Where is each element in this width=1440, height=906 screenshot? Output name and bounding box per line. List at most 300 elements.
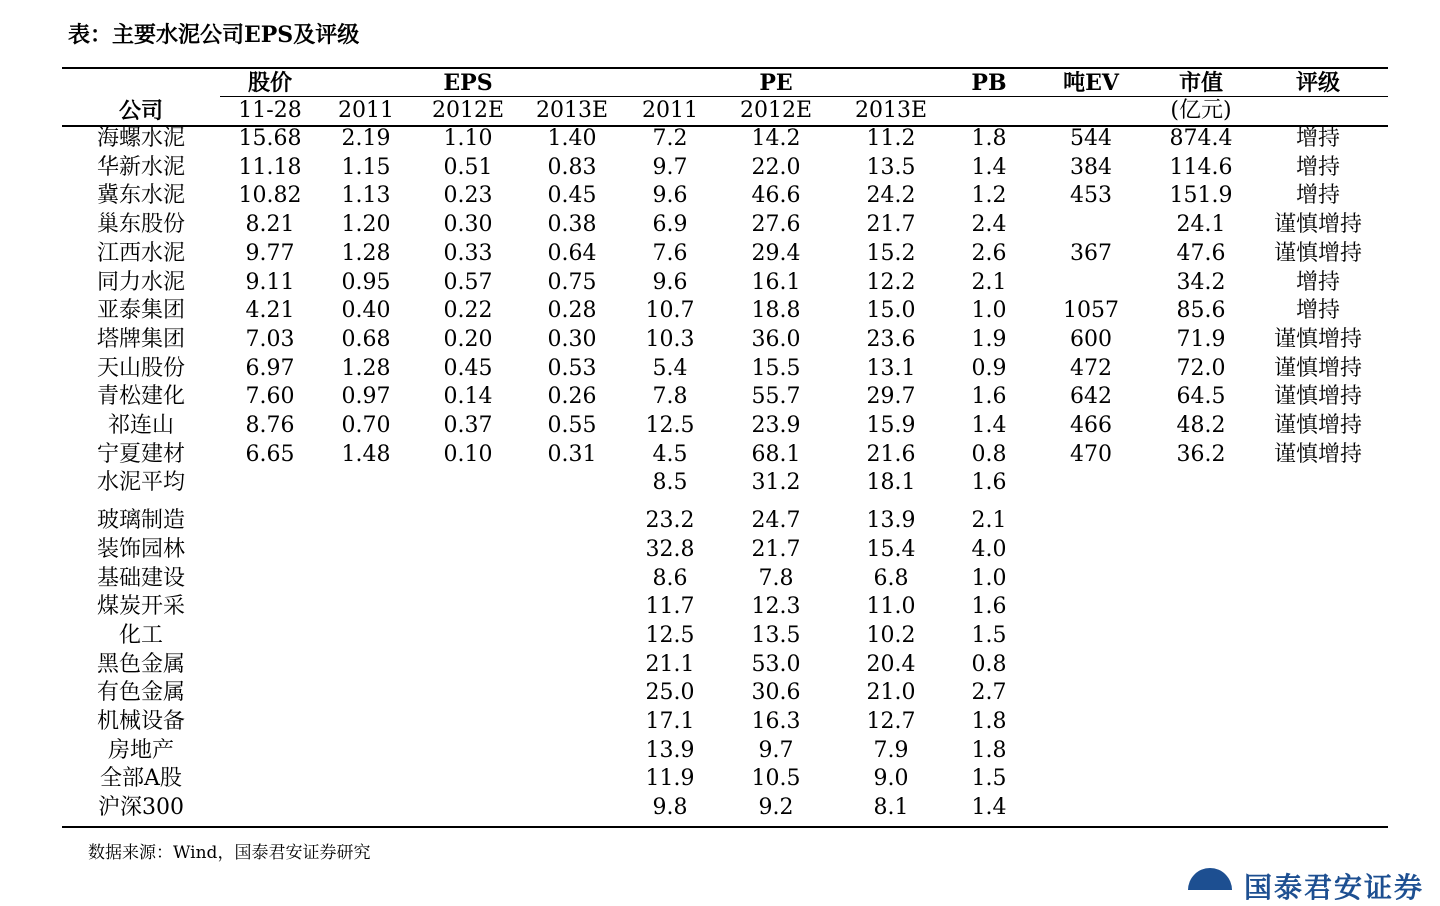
table-cell: 15.0 [866,298,916,324]
table-cell: 1.20 [341,212,391,238]
table-cell: 1.4 [971,413,1007,439]
table-cell: 367 [1070,240,1112,266]
industry-name-cell: 机械设备 [96,709,185,735]
table-cell: 15.4 [866,536,916,562]
table-cell: 24.1 [1176,212,1226,238]
table-cell [320,765,412,794]
table-cell [1154,794,1248,823]
table-row [62,355,1388,384]
table-cell: 642 [1070,384,1112,410]
industry-name-cell: 玻璃制造 [96,508,185,534]
table-cell: 1.0 [971,298,1007,324]
table-cell: 0.9 [971,355,1007,381]
table-cell: 9.0 [873,766,909,792]
table-cell: 11.18 [238,154,302,180]
table-cell: 1.10 [443,126,493,151]
table-cell: 71.9 [1176,326,1226,352]
table-cell: 0.8 [971,651,1007,677]
table-cell [220,679,320,708]
table-cell: 1.6 [971,384,1007,410]
table-cell [1154,469,1248,498]
table-cell: 68.1 [751,441,801,467]
company-name-cell: 冀东水泥 [96,183,185,209]
table-cell: 11.7 [645,594,695,620]
table-cell: 1.9 [971,326,1007,352]
table-cell [524,708,620,737]
source-note: 数据来源：Wind，国泰君安证券研究 [88,843,371,863]
table-cell: 谨慎增持 [1273,413,1362,439]
industry-name-cell: 化工 [118,622,163,648]
table-cell [320,737,412,766]
table-cell: 7.8 [758,565,794,591]
table-cell [1248,651,1388,680]
table-cell [220,765,320,794]
table-cell: 0.8 [971,441,1007,467]
table-cell: 0.31 [547,441,597,467]
table-cell: 13.5 [751,622,801,648]
table-cell: 1.15 [341,154,391,180]
table-cell [1028,593,1154,622]
table-cell: 32.8 [645,536,695,562]
table-cell: 36.2 [1176,441,1226,467]
table-row [62,211,1388,240]
table-cell [320,708,412,737]
table-cell: 6.65 [245,441,295,467]
table-cell: 1.5 [971,766,1007,792]
table-cell: 472 [1070,355,1112,381]
table-cell: PB [971,70,1007,96]
table-cell: 16.3 [751,709,801,735]
table-cell [412,679,524,708]
table-row [62,765,1388,794]
table-cell: 25.0 [645,680,695,706]
company-name-cell: 水泥平均 [96,470,185,496]
table-cell [220,737,320,766]
table-row [62,708,1388,737]
table-cell [220,469,320,498]
table-cell [412,507,524,536]
table-row [62,469,1388,498]
brand-logo [1180,862,1440,904]
table-cell: 64.5 [1176,384,1226,410]
table-cell: 21.7 [866,212,916,238]
table-cell [1154,708,1248,737]
table-cell [320,565,412,594]
table-cell: 4.21 [245,298,295,324]
table-cell: 0.45 [547,183,597,209]
table-cell: 增持 [1295,298,1340,324]
table-cell: 10.2 [866,622,916,648]
table-cell: 1.5 [971,622,1007,648]
brand-logo-text: 国泰君安证券 [1244,871,1425,904]
table-cell: 1057 [1063,298,1119,324]
table-cell [1154,507,1248,536]
industry-name-cell: 黑色金属 [96,651,185,677]
company-name-cell: 同力水泥 [96,269,185,295]
company-name-cell: 宁夏建材 [96,441,185,467]
table-cell: 23.2 [645,508,695,534]
table-cell: 7.6 [652,240,688,266]
table-cell: 30.6 [751,680,801,706]
table-cell: 12.2 [866,269,916,295]
table-row [62,125,1388,154]
table-cell: 9.7 [652,154,688,180]
table-row [62,182,1388,211]
table-cell: 1.0 [971,565,1007,591]
table-cell [1248,622,1388,651]
table-cell: 4.5 [652,441,688,467]
table-cell: 8.5 [652,470,688,496]
table-body [62,69,1388,823]
table-cell: 0.68 [341,326,391,352]
table-cell: 9.77 [245,240,295,266]
table-cell [1154,651,1248,680]
company-name-cell: 亚泰集团 [96,298,185,324]
table-cell: 13.9 [866,508,916,534]
table-cell [1248,536,1388,565]
table-cell: 0.57 [443,269,493,295]
section-gap-cell [62,498,1388,507]
table-cell: 0.28 [547,298,597,324]
table-cell: 2011 [642,98,698,123]
table-cell: 14.2 [751,126,801,151]
table-cell [220,651,320,680]
table-cell: 21.7 [751,536,801,562]
header-row-sub [62,97,1388,125]
table-cell [1248,507,1388,536]
table-cell: 72.0 [1176,355,1226,381]
industry-name-cell: 煤炭开采 [96,594,185,620]
table-cell: 2.4 [971,212,1007,238]
table-cell: 0.53 [547,355,597,381]
table-cell: 9.6 [652,183,688,209]
table-cell [524,737,620,766]
table-cell: 0.26 [547,384,597,410]
table-cell: 7.2 [652,126,688,151]
table-cell: 1.28 [341,355,391,381]
table-cell: 增持 [1295,269,1340,295]
section-gap [62,498,1388,507]
table-cell [1028,622,1154,651]
table-cell: 12.5 [645,622,695,648]
table-cell: 18.1 [866,470,916,496]
table-cell: 评级 [1295,70,1340,96]
table-cell: 0.51 [443,154,493,180]
table-cell: 谨慎增持 [1273,212,1362,238]
table-cell: 12.7 [866,709,916,735]
brand-logo-icon [1188,868,1232,890]
table-cell [412,469,524,498]
table-cell: 55.7 [751,384,801,410]
table-row [62,326,1388,355]
table-cell: 85.6 [1176,298,1226,324]
table-cell: 2.1 [971,508,1007,534]
table-row [62,565,1388,594]
table-row [62,679,1388,708]
company-name-cell: 塔牌集团 [96,326,185,352]
table-row [62,383,1388,412]
table-cell [524,469,620,498]
table-cell [524,69,620,97]
table-cell: 谨慎增持 [1273,355,1362,381]
table-cell: 10.3 [645,326,695,352]
table-cell: 7.8 [652,384,688,410]
table-cell: 2.19 [341,126,391,151]
table-cell: 0.10 [443,441,493,467]
table-cell [320,69,412,97]
table-cell [1154,593,1248,622]
table-cell [1248,469,1388,498]
table-cell: 13.9 [645,737,695,763]
header-company-label: 公司 [118,98,163,124]
table-cell: 15.5 [751,355,801,381]
table-cell: 8.21 [245,212,295,238]
table-cell: 7.03 [245,326,295,352]
table-cell: 1.8 [971,126,1007,151]
table-cell: 11-28 [238,98,302,123]
table-cell: 0.64 [547,240,597,266]
table-cell: 15.68 [238,126,302,151]
table-cell: 20.4 [866,651,916,677]
industry-name-cell: 有色金属 [96,680,185,706]
table-cell [412,651,524,680]
table-cell [1248,679,1388,708]
table-cell: (亿元) [1170,98,1232,123]
table-cell: 吨EV [1063,70,1119,96]
table-cell [220,622,320,651]
table-cell [524,651,620,680]
table-cell: 470 [1070,441,1112,467]
table-cell: 18.8 [751,298,801,324]
company-name-cell: 天山股份 [96,355,185,381]
company-name-cell: 巢东股份 [96,212,185,238]
table-cell: 27.6 [751,212,801,238]
table-cell: 2.7 [971,680,1007,706]
table-cell: 874.4 [1169,126,1233,151]
table-cell [320,622,412,651]
table-cell: 9.2 [758,795,794,821]
table-cell: 2011 [338,98,394,123]
table-cell: 股价 [247,70,292,96]
table-cell: 48.2 [1176,413,1226,439]
table-cell: 8.1 [873,795,909,821]
table-cell [1248,708,1388,737]
table-bottom-rule [62,826,1388,828]
table-cell [1154,565,1248,594]
table-cell [524,679,620,708]
table-cell: 15.9 [866,413,916,439]
table-row [62,651,1388,680]
table-cell: 谨慎增持 [1273,441,1362,467]
table-cell [320,651,412,680]
table-cell [1028,679,1154,708]
table-cell [1028,737,1154,766]
table-cell: 12.5 [645,413,695,439]
table-cell: 6.8 [873,565,909,591]
table-cell: 21.1 [645,651,695,677]
table-cell: 5.4 [652,355,688,381]
table-cell [220,708,320,737]
table-cell [1248,593,1388,622]
table-cell [1028,269,1154,298]
table-cell [220,565,320,594]
table-cell: 9.6 [652,269,688,295]
table-cell [1248,794,1388,823]
table-cell [1028,536,1154,565]
table-row [62,622,1388,651]
table-cell [1028,708,1154,737]
table-cell: 0.30 [547,326,597,352]
table-cell: 29.4 [751,240,801,266]
table-cell: 1.6 [971,470,1007,496]
table-cell: 谨慎增持 [1273,326,1362,352]
header-row-group [62,69,1388,97]
table-cell: 1.2 [971,183,1007,209]
table-cell: 增持 [1295,126,1340,151]
table-cell [1154,622,1248,651]
table-cell: 21.6 [866,441,916,467]
table-cell: 16.1 [751,269,801,295]
table-cell: 4.0 [971,536,1007,562]
table-cell: 15.2 [866,240,916,266]
table-cell [620,69,720,97]
table-cell [320,794,412,823]
table-cell [524,794,620,823]
table-cell: 1.6 [971,594,1007,620]
table-cell: 0.45 [443,355,493,381]
table-cell [412,622,524,651]
table-cell: 11.0 [866,594,916,620]
table-cell: 46.6 [751,183,801,209]
industry-name-cell: 基础建设 [96,565,185,591]
table-cell: 24.7 [751,508,801,534]
table-cell: 0.40 [341,298,391,324]
table-cell [1248,737,1388,766]
table-cell [1028,765,1154,794]
table-cell [320,507,412,536]
table-cell [412,536,524,565]
table-cell [524,765,620,794]
table-cell [524,622,620,651]
table-row [62,593,1388,622]
table-cell [1154,765,1248,794]
table-cell [412,794,524,823]
table-cell: 34.2 [1176,269,1226,295]
table-cell: 0.37 [443,413,493,439]
table-cell: 2.1 [971,269,1007,295]
table-cell: PE [759,70,793,96]
table-cell [1028,211,1154,240]
table-cell: 10.5 [751,766,801,792]
table-cell: 10.7 [645,298,695,324]
table-cell: 21.0 [866,680,916,706]
table-cell [950,97,1028,125]
table-cell [1028,565,1154,594]
table-row [62,412,1388,441]
table-cell [1154,737,1248,766]
table-cell: 1.48 [341,441,391,467]
table-cell [320,469,412,498]
table-cell: 10.82 [238,183,302,209]
table-cell: 17.1 [645,709,695,735]
table-cell [1028,507,1154,536]
table-cell: 0.30 [443,212,493,238]
table-cell [412,565,524,594]
table-cell: 1.40 [547,126,597,151]
table-cell [412,593,524,622]
table-cell: 0.70 [341,413,391,439]
table-cell: 1.8 [971,737,1007,763]
table-cell: 0.55 [547,413,597,439]
header-cell [62,69,220,97]
table-cell [412,708,524,737]
table-row [62,154,1388,183]
table-cell: 0.23 [443,183,493,209]
table-cell [220,593,320,622]
table-cell [320,536,412,565]
table-cell: 466 [1070,413,1112,439]
table-cell: 8.76 [245,413,295,439]
table-title: 表：主要水泥公司EPS及评级 [68,22,360,48]
table-cell [524,565,620,594]
table-cell: EPS [443,70,493,96]
table-cell [524,507,620,536]
table-cell: 13.5 [866,154,916,180]
table-cell: 23.9 [751,413,801,439]
table-cell: 9.11 [245,269,295,295]
cement-eps-table [62,69,1388,823]
table-cell: 1.28 [341,240,391,266]
company-name-cell: 青松建化 [96,384,185,410]
table-cell: 8.6 [652,565,688,591]
table-cell [220,507,320,536]
table-cell: 7.9 [873,737,909,763]
table-cell: 11.9 [645,766,695,792]
table-cell: 0.38 [547,212,597,238]
table-cell [524,536,620,565]
table-row [62,240,1388,269]
company-name-cell: 江西水泥 [96,240,185,266]
table-cell: 市值 [1178,70,1223,96]
table-row [62,269,1388,298]
table-cell: 增持 [1295,154,1340,180]
table-row [62,536,1388,565]
table-cell: 453 [1070,183,1112,209]
table-cell: 384 [1070,154,1112,180]
table-cell: 47.6 [1176,240,1226,266]
table-cell: 22.0 [751,154,801,180]
table-row [62,737,1388,766]
company-name-cell: 海螺水泥 [96,126,185,151]
table-cell: 2013E [535,98,609,123]
table-cell: 增持 [1295,183,1340,209]
table-cell: 0.95 [341,269,391,295]
table-cell [1154,536,1248,565]
table-row [62,441,1388,470]
table-cell: 600 [1070,326,1112,352]
table-cell: 29.7 [866,384,916,410]
table-row [62,297,1388,326]
industry-name-cell: 全部A股 [100,766,182,792]
table-cell: 2.6 [971,240,1007,266]
table-cell: 2013E [854,98,928,123]
table-cell [1248,565,1388,594]
table-cell: 0.20 [443,326,493,352]
table-cell: 0.14 [443,384,493,410]
table-cell: 544 [1070,126,1112,151]
company-name-cell: 祁连山 [107,413,174,439]
table-cell [1248,765,1388,794]
